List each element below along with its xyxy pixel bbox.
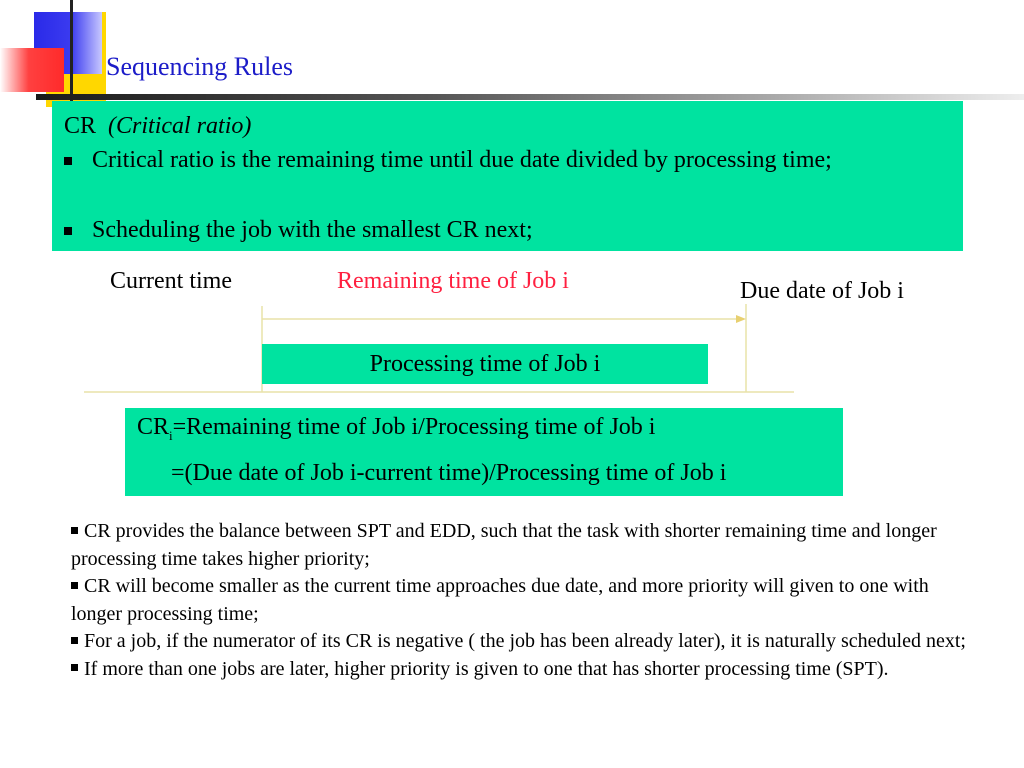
cr-abbreviation: CR — [64, 113, 97, 139]
definition-box — [52, 101, 963, 251]
formula-line-1 — [137, 414, 655, 444]
current-time-label: Current time — [110, 268, 232, 294]
arrow-head-icon — [736, 315, 746, 323]
formula-box — [125, 408, 843, 496]
due-date-label: Due date of Job i — [740, 278, 904, 304]
note-item — [71, 628, 971, 656]
notes-list — [71, 518, 971, 683]
note-item — [71, 518, 971, 573]
bullet-square-icon — [71, 527, 78, 534]
definition-bullet: Scheduling the job with the smallest CR next; — [92, 217, 533, 243]
title-underline-bar — [36, 94, 1024, 100]
page-title: Sequencing Rules — [106, 52, 294, 81]
formula-subscript: i — [169, 427, 173, 443]
bullet-square-icon — [71, 582, 78, 589]
note-text: For a job, if the numerator of its CR is negative ( the job has been already later), it is naturally scheduled next; — [84, 630, 966, 652]
definition-bullet: Critical ratio is the remaining time until due date divided by processing time; — [92, 147, 832, 173]
formula-line-2: =(Due date of Job i-current time)/Processing time of Job i — [171, 460, 727, 486]
note-item — [71, 656, 971, 684]
processing-time-box — [262, 344, 708, 384]
bullet-square-icon — [71, 664, 78, 671]
bullet-square-icon — [71, 637, 78, 644]
processing-time-label: Processing time of Job i — [369, 350, 601, 377]
note-text: CR provides the balance between SPT and EDD, such that the task with shorter remaining time and longer processing time takes higher priority; — [71, 520, 937, 570]
definition-heading — [64, 109, 251, 143]
note-text: CR will become smaller as the current time approaches due date, and more priority will given to one with longer processing time; — [71, 575, 929, 625]
bullet-square-icon — [64, 227, 72, 235]
note-text: If more than one jobs are later, higher priority is given to one that has shorter processing time (SPT). — [84, 657, 889, 680]
cr-full-name: (Critical ratio) — [108, 113, 252, 139]
note-item — [71, 573, 971, 628]
remaining-time-label: Remaining time of Job i — [337, 268, 569, 294]
formula-lhs: CR — [137, 414, 170, 440]
decor-red-block — [0, 48, 64, 92]
formula-rhs: =Remaining time of Job i/Processing time of Job i — [172, 414, 656, 440]
bullet-square-icon — [64, 157, 72, 165]
